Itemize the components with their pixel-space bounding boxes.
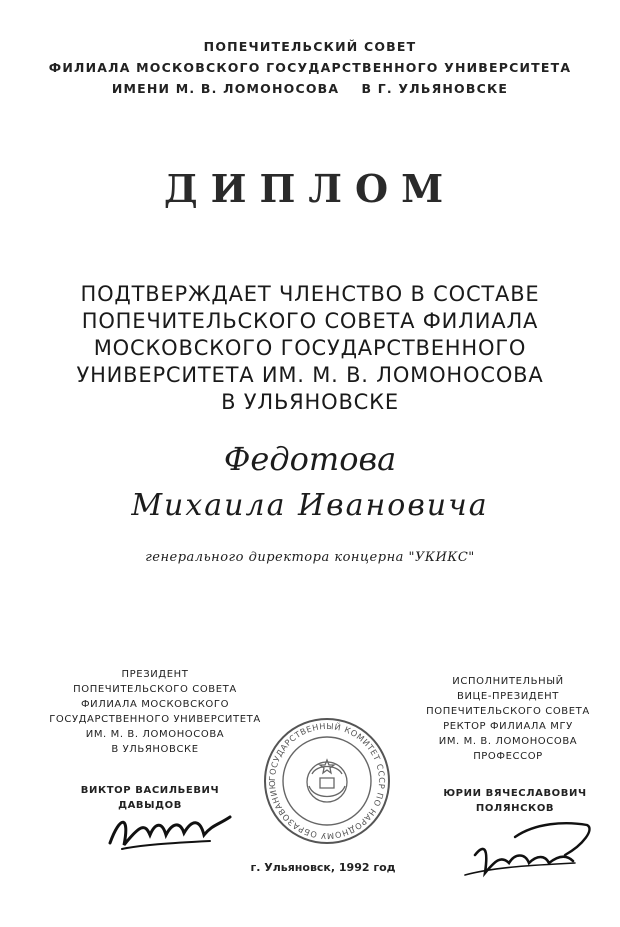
left-title-line-6: В УЛЬЯНОВСКЕ [111,744,199,755]
right-title-line-4: РЕКТОР ФИЛИАЛА МГУ [443,721,573,732]
right-name-line-1: ЮРИИ ВЯЧЕСЛАВОВИЧ [443,788,587,799]
left-name-line-2: ДАВЫДОВ [118,800,182,811]
right-title-line-1: ИСПОЛНИТЕЛЬНЫЙ [452,676,564,687]
statement-line-2: ПОПЕЧИТЕЛЬСКОГО СОВЕТА ФИЛИАЛА [81,309,539,333]
left-signatory-title [20,667,290,757]
statement-line-4: УНИВЕРСИТЕТА ИМ. М. В. ЛОМОНОСОВА [76,363,544,387]
left-title-line-5: ИМ. М. В. ЛОМОНОСОВА [85,729,225,740]
place-and-date: г. Ульяновск, 1992 год [250,861,396,874]
statement-line-5: В УЛЬЯНОВСКЕ [221,390,399,414]
official-seal [262,716,392,846]
svg-text:ГОСУДАРСТВЕННЫЙ КОМИТЕТ СССР П [267,721,387,842]
right-title-line-5: ИМ. М. В. ЛОМОНОСОВА [438,736,578,747]
right-title-line-2: ВИЦЕ-ПРЕЗИДЕНТ [457,691,559,702]
right-name-line-2: ПОЛЯНСКОВ [475,803,555,814]
diploma-title: ДИПЛОМ [163,166,457,211]
header-line-1: ПОПЕЧИТЕЛЬСКИЙ СОВЕТ [203,39,417,54]
recipient-position: генерального директора концерна "УКИКС" [145,550,475,565]
coat-of-arms-icon [307,760,347,802]
statement-line-1: ПОДТВЕРЖДАЕТ ЧЛЕНСТВО В СОСТАВЕ [80,282,540,306]
header [0,36,620,99]
left-title-line-4: ГОСУДАРСТВЕННОГО УНИВЕРСИТЕТА [49,714,261,725]
left-title-line-2: ПОПЕЧИТЕЛЬСКОГО СОВЕТА [73,684,237,695]
membership-statement [0,281,620,416]
left-name-line-1: ВИКТОР ВАСИЛЬЕВИЧ [80,785,220,796]
right-title-line-3: ПОПЕЧИТЕЛЬСКОГО СОВЕТА [426,706,590,717]
seal-text: ГОСУДАРСТВЕННЫЙ КОМИТЕТ СССР ПО НАРОДНОМУ ОБРАЗОВАНИЮ [266,720,388,842]
statement-line-3: МОСКОВСКОГО ГОСУДАРСТВЕННОГО [93,336,527,360]
header-line-2: ФИЛИАЛА МОСКОВСКОГО ГОСУДАРСТВЕННОГО УНИВЕРСИТЕТА [48,60,572,75]
left-signature [100,805,240,855]
right-signatory-title [398,674,618,764]
header-line-3: ИМЕНИ М. В. ЛОМОНОСОВА В Г. УЛЬЯНОВСКЕ [111,81,509,96]
left-title-line-1: ПРЕЗИДЕНТ [121,669,189,680]
right-title-line-6: ПРОФЕССОР [473,751,543,762]
left-title-line-3: ФИЛИАЛА МОСКОВСКОГО [80,699,230,710]
recipient-surname: Федотова [223,440,397,478]
right-signature [455,815,605,885]
recipient-name-patronymic: Михаила Ивановича [131,488,489,523]
right-signatory-name [415,786,615,816]
